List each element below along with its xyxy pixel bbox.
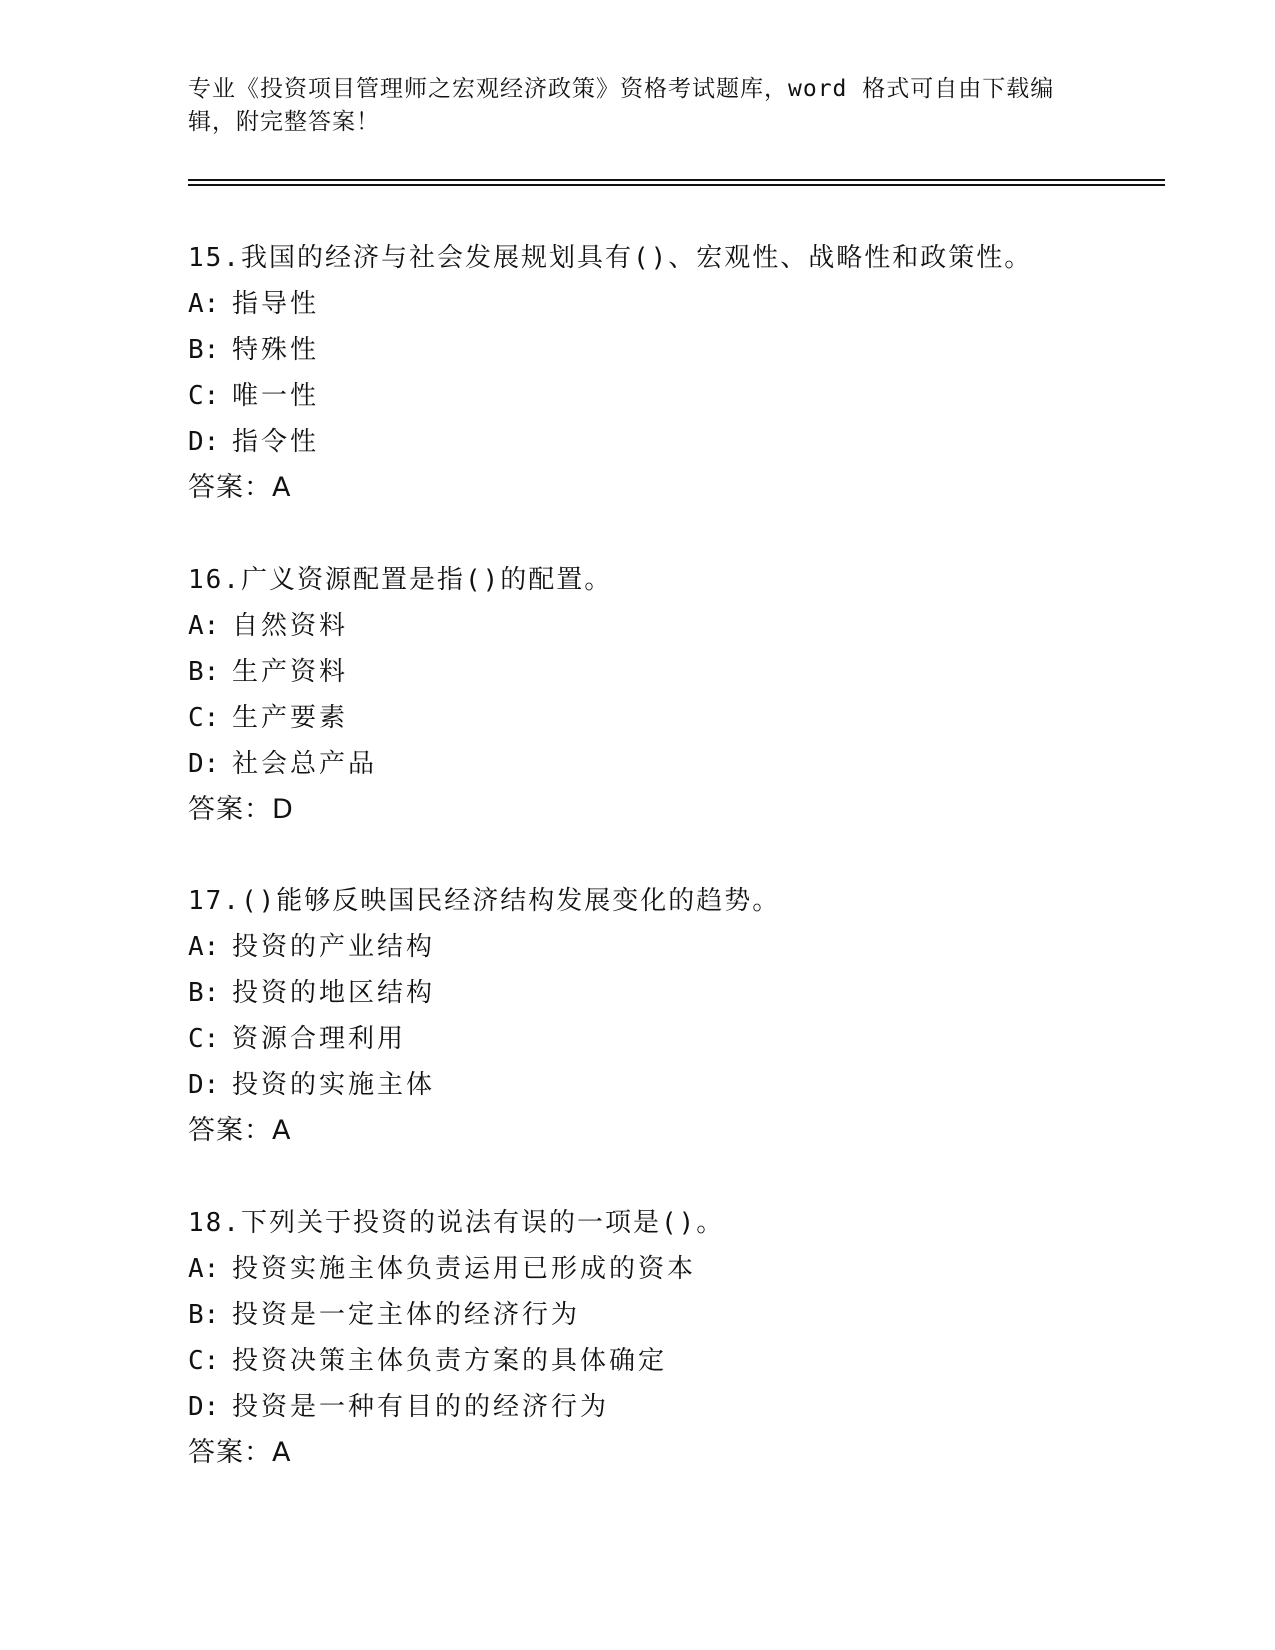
- option-letter: C:: [188, 1024, 220, 1054]
- option-b: [188, 970, 1188, 1016]
- option-text: 社会总产品: [232, 749, 378, 779]
- option-c: [188, 373, 1188, 419]
- option-text: 投资的实施主体: [232, 1070, 436, 1100]
- option-text: 特殊性: [232, 335, 320, 365]
- option-a: [188, 281, 1188, 327]
- option-text: 唯一性: [232, 381, 320, 411]
- question-17: [188, 878, 1188, 1154]
- answer-line: 答案：D: [188, 794, 294, 825]
- option-text: 自然资料: [232, 611, 349, 641]
- option-text: 生产资料: [232, 657, 349, 687]
- option-letter: B:: [188, 1300, 220, 1330]
- document-header: [188, 73, 1088, 139]
- option-letter: B:: [188, 657, 220, 687]
- option-letter: D:: [188, 1392, 220, 1422]
- option-text: 投资的地区结构: [232, 978, 436, 1008]
- option-text: 投资是一种有目的的经济行为: [232, 1392, 610, 1422]
- option-text: 投资实施主体负责运用已形成的资本: [232, 1254, 697, 1284]
- option-b: [188, 649, 1188, 695]
- question-stem: 18.下列关于投资的说法有误的一项是()。: [188, 1208, 725, 1238]
- option-letter: D:: [188, 749, 220, 779]
- question-stem: 17.()能够反映国民经济结构发展变化的趋势。: [188, 886, 781, 916]
- header-line-2: 辑，附完整答案！: [188, 109, 380, 135]
- option-letter: C:: [188, 1346, 220, 1376]
- header-line-1: 专业《投资项目管理师之宏观经济政策》资格考试题库，word 格式可自由下载编: [188, 76, 1055, 102]
- header-divider-top: [188, 179, 1165, 181]
- option-c: [188, 1338, 1188, 1384]
- answer-line: 答案：A: [188, 1437, 292, 1468]
- question-stem: 16.广义资源配置是指()的配置。: [188, 565, 613, 595]
- option-text: 投资决策主体负责方案的具体确定: [232, 1346, 668, 1376]
- option-letter: B:: [188, 335, 220, 365]
- option-b: [188, 327, 1188, 373]
- option-letter: B:: [188, 978, 220, 1008]
- option-a: [188, 603, 1188, 649]
- option-letter: A:: [188, 289, 220, 319]
- option-d: [188, 1062, 1188, 1108]
- option-text: 投资的产业结构: [232, 932, 436, 962]
- header-divider-bottom: [188, 184, 1165, 186]
- option-b: [188, 1292, 1188, 1338]
- question-stem: 15.我国的经济与社会发展规划具有()、宏观性、战略性和政策性。: [188, 243, 1033, 273]
- question-15: [188, 235, 1188, 511]
- option-c: [188, 695, 1188, 741]
- option-letter: D:: [188, 1070, 220, 1100]
- option-letter: A:: [188, 932, 220, 962]
- question-16: [188, 557, 1188, 833]
- option-text: 指导性: [232, 289, 320, 319]
- option-a: [188, 1246, 1188, 1292]
- option-d: [188, 741, 1188, 787]
- option-letter: C:: [188, 381, 220, 411]
- option-letter: A:: [188, 611, 220, 641]
- option-d: [188, 419, 1188, 465]
- option-text: 指令性: [232, 427, 320, 457]
- option-text: 生产要素: [232, 703, 349, 733]
- option-letter: C:: [188, 703, 220, 733]
- option-c: [188, 1016, 1188, 1062]
- option-letter: D:: [188, 427, 220, 457]
- option-text: 投资是一定主体的经济行为: [232, 1300, 581, 1330]
- option-letter: A:: [188, 1254, 220, 1284]
- option-a: [188, 924, 1188, 970]
- option-d: [188, 1384, 1188, 1430]
- question-18: [188, 1200, 1188, 1476]
- answer-line: 答案：A: [188, 472, 292, 503]
- option-text: 资源合理利用: [232, 1024, 407, 1054]
- answer-line: 答案：A: [188, 1115, 292, 1146]
